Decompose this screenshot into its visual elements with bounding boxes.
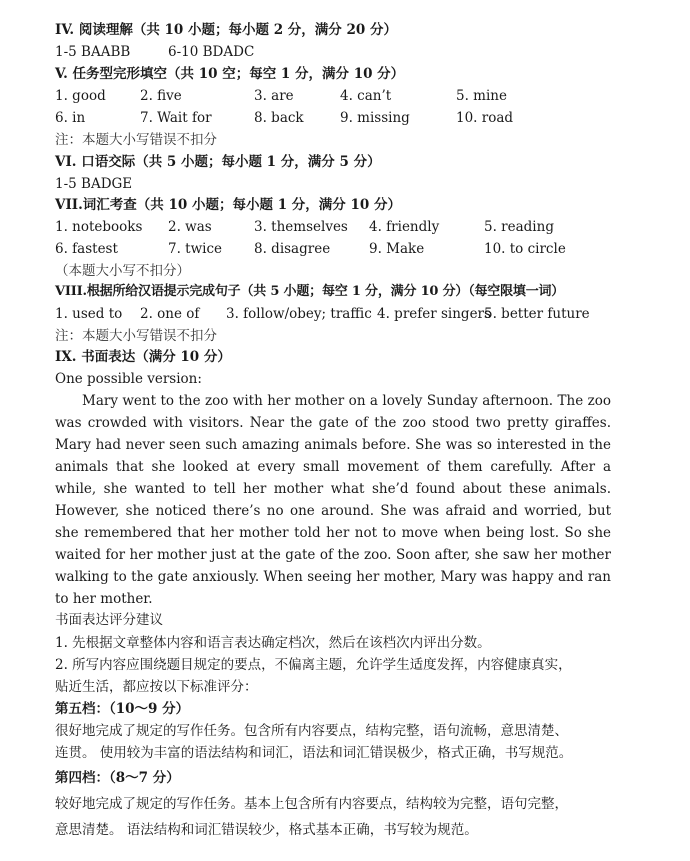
section-7-item: 1. notebooks	[55, 219, 143, 235]
section-5-item: 9. missing	[340, 110, 410, 126]
section-8-item: 3. follow/obey; traffic	[226, 306, 372, 322]
rubric-point-1: 1. 先根据文章整体内容和语言表达确定档次，然后在该档次内评出分数。	[55, 635, 491, 651]
section-7-item: 7. twice	[168, 241, 223, 257]
section-7-heading: VII.词汇考查（共 10 小题；每小题 1 分，满分 10 分）	[55, 197, 401, 213]
section-4-answer-2: 6-10 BDADC	[168, 44, 255, 60]
section-9-heading: IX. 书面表达（满分 10 分）	[55, 349, 231, 365]
section-5-heading: V. 任务型完形填空（共 10 空；每空 1 分，满分 10 分）	[55, 66, 405, 82]
section-8-item: 4. prefer singers	[377, 306, 491, 322]
section-5-item: 1. good	[55, 88, 106, 104]
section-7-item: 3. themselves	[254, 219, 348, 235]
grade-5-desc-1: 很好地完成了规定的写作任务。包含所有内容要点，结构完整，语句流畅，意思清楚、	[55, 723, 568, 739]
model-essay-text: Mary went to the zoo with her mother on a lovely Sunday afternoon. The zoo was crowded with visitors. Near the gate of the zoo stood two pretty giraffes. Mary had never seen such amazing animals before. She was so interested in the animals that she looked at every small movement of them carefully. After a while, she wanted to tell her mother what she’d found about these animals. However, she noticed there’s no one around. She was afraid and worried, but she remembered that her mother told her not to move when being lost. So she waited for her mother just at the gate of the zoo. Soon after, she saw her mother walking to the gate anxiously. When seeing her mother, Mary was happy and ran to her mother.	[55, 393, 611, 607]
section-8-note: 注：本题大小写错误不扣分	[55, 328, 217, 344]
section-5-note: 注：本题大小写错误不扣分	[55, 132, 217, 148]
section-7-item: 6. fastest	[55, 241, 118, 257]
grade-4-heading: 第四档：（8～7 分）	[55, 770, 180, 786]
section-7-item: 10. to circle	[484, 241, 566, 257]
section-7-item: 5. reading	[484, 219, 554, 235]
model-essay	[55, 390, 611, 610]
rubric-point-2: 2. 所写内容应围绕题目规定的要点，不偏离主题，允许学生适度发挥，内容健康真实，	[55, 657, 572, 673]
section-8-item: 2. one of	[140, 306, 200, 322]
grade-4-desc-2: 意思清楚。 语法结构和词汇错误较少，格式基本正确，书写较为规范。	[55, 822, 478, 838]
section-5-item: 8. back	[254, 110, 304, 126]
section-7-item: 8. disagree	[254, 241, 331, 257]
grade-5-desc-2: 连贯。 使用较为丰富的语法结构和词汇，语法和词汇错误极少，格式正确，书写规范。	[55, 745, 573, 761]
section-7-note: （本题大小写不扣分）	[55, 263, 190, 279]
section-4-heading: IV. 阅读理解（共 10 小题；每小题 2 分，满分 20 分）	[55, 22, 397, 38]
section-6-heading: VI. 口语交际（共 5 小题；每小题 1 分，满分 5 分）	[55, 154, 381, 170]
section-8-heading: VIII.根据所给汉语提示完成句子（共 5 小题；每空 1 分，满分 10 分）（每空限填一词）	[55, 284, 565, 299]
section-9-intro: One possible version:	[55, 371, 202, 387]
section-7-item: 9. Make	[369, 241, 425, 257]
section-7-item: 4. friendly	[369, 219, 440, 235]
section-5-item: 6. in	[55, 110, 86, 126]
section-6-answer: 1-5 BADGE	[55, 176, 133, 192]
section-5-item: 7. Wait for	[140, 110, 212, 126]
section-5-item: 3. are	[254, 88, 294, 104]
section-4-answer-1: 1-5 BAABB	[55, 44, 131, 60]
section-8-item: 1. used to	[55, 306, 123, 322]
rubric-title: 书面表达评分建议	[55, 612, 163, 628]
rubric-point-2-cont: 贴近生活，都应按以下标准评分：	[55, 679, 258, 695]
section-5-item: 2. five	[140, 88, 182, 104]
section-5-item: 4. can’t	[340, 88, 392, 104]
section-5-item: 5. mine	[456, 88, 507, 104]
section-7-item: 2. was	[168, 219, 212, 235]
grade-4-desc-1: 较好地完成了规定的写作任务。基本上包含所有内容要点，结构较为完整，语句完整，	[55, 796, 568, 812]
grade-5-heading: 第五档：（10～9 分）	[55, 701, 190, 717]
section-5-item: 10. road	[456, 110, 514, 126]
section-8-item: 5. better future	[484, 306, 590, 322]
